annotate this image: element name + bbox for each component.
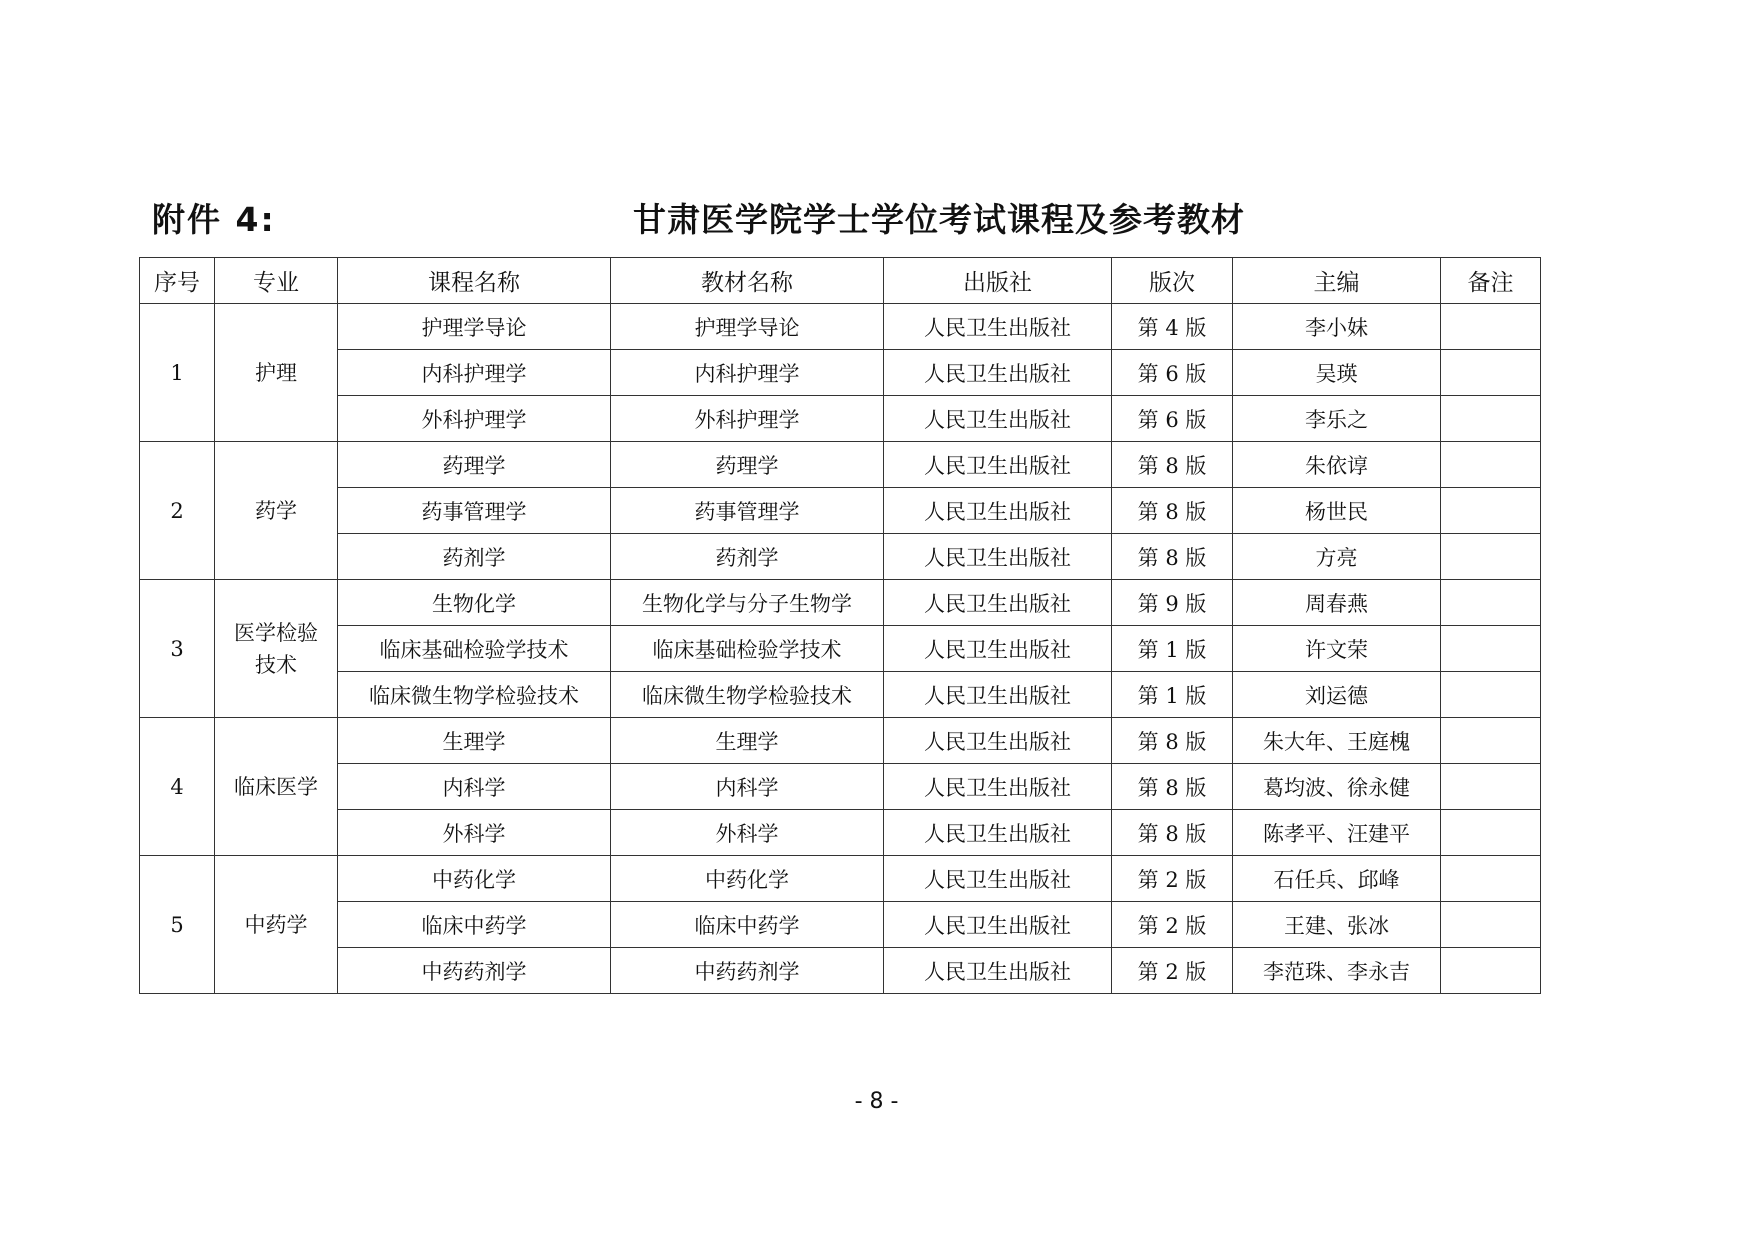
edition: 第 8 版 — [1112, 534, 1233, 580]
edition: 第 6 版 — [1112, 350, 1233, 396]
major-cell — [215, 304, 338, 442]
major-name: 临床医学 — [234, 774, 318, 799]
major-name: 中药学 — [244, 912, 308, 937]
publisher: 人民卫生出版社 — [884, 718, 1112, 764]
edition: 第 9 版 — [1112, 580, 1233, 626]
publisher: 人民卫生出版社 — [884, 902, 1112, 948]
table-row — [140, 488, 1541, 534]
course-name: 临床微生物学检验技术 — [338, 672, 611, 718]
publisher: 人民卫生出版社 — [884, 488, 1112, 534]
chief-editor: 朱依谆 — [1233, 442, 1441, 488]
edition: 第 6 版 — [1112, 396, 1233, 442]
chief-editor: 杨世民 — [1233, 488, 1441, 534]
textbook-name: 内科护理学 — [611, 350, 884, 396]
table-row — [140, 810, 1541, 856]
publisher: 人民卫生出版社 — [884, 534, 1112, 580]
course-name: 中药药剂学 — [338, 948, 611, 994]
table-row — [140, 580, 1541, 626]
note — [1441, 350, 1541, 396]
textbook-name: 临床微生物学检验技术 — [611, 672, 884, 718]
publisher: 人民卫生出版社 — [884, 580, 1112, 626]
major-name: 护理 — [255, 360, 297, 385]
chief-editor: 吴瑛 — [1233, 350, 1441, 396]
major-cell — [215, 580, 338, 718]
note — [1441, 626, 1541, 672]
edition: 第 2 版 — [1112, 856, 1233, 902]
course-name: 药理学 — [338, 442, 611, 488]
course-name: 外科护理学 — [338, 396, 611, 442]
textbook-name: 药事管理学 — [611, 488, 884, 534]
edition: 第 8 版 — [1112, 488, 1233, 534]
edition: 第 8 版 — [1112, 810, 1233, 856]
edition: 第 1 版 — [1112, 626, 1233, 672]
chief-editor: 朱大年、王庭槐 — [1233, 718, 1441, 764]
textbook-name: 临床中药学 — [611, 902, 884, 948]
publisher: 人民卫生出版社 — [884, 764, 1112, 810]
publisher: 人民卫生出版社 — [884, 304, 1112, 350]
column-header-textbook: 教材名称 — [611, 258, 884, 304]
chief-editor: 葛均波、徐永健 — [1233, 764, 1441, 810]
chief-editor: 石任兵、邱峰 — [1233, 856, 1441, 902]
row-number: 2 — [140, 442, 215, 580]
textbook-name: 生理学 — [611, 718, 884, 764]
textbook-name: 中药化学 — [611, 856, 884, 902]
table-row — [140, 948, 1541, 994]
chief-editor: 李范珠、李永吉 — [1233, 948, 1441, 994]
edition: 第 8 版 — [1112, 718, 1233, 764]
column-header-note: 备注 — [1441, 258, 1541, 304]
row-number: 5 — [140, 856, 215, 994]
column-header-no: 序号 — [140, 258, 215, 304]
note — [1441, 764, 1541, 810]
chief-editor: 方亮 — [1233, 534, 1441, 580]
textbook-name: 内科学 — [611, 764, 884, 810]
course-name: 生物化学 — [338, 580, 611, 626]
table-row — [140, 442, 1541, 488]
publisher: 人民卫生出版社 — [884, 442, 1112, 488]
page-number: - 8 - — [854, 1089, 899, 1114]
column-header-course: 课程名称 — [338, 258, 611, 304]
row-number: 3 — [140, 580, 215, 718]
textbook-name: 药剂学 — [611, 534, 884, 580]
attachment-label: 附件 4: — [152, 200, 276, 239]
textbook-name: 护理学导论 — [611, 304, 884, 350]
table-row — [140, 764, 1541, 810]
note — [1441, 902, 1541, 948]
major-cell — [215, 442, 338, 580]
edition: 第 8 版 — [1112, 442, 1233, 488]
course-name: 外科学 — [338, 810, 611, 856]
edition: 第 2 版 — [1112, 902, 1233, 948]
note — [1441, 396, 1541, 442]
column-header-edition: 版次 — [1112, 258, 1233, 304]
chief-editor: 王建、张冰 — [1233, 902, 1441, 948]
table-row — [140, 626, 1541, 672]
table-row — [140, 534, 1541, 580]
chief-editor: 李小妹 — [1233, 304, 1441, 350]
table-row — [140, 672, 1541, 718]
page-title: 甘肃医学院学士学位考试课程及参考教材 — [633, 200, 1245, 239]
table-row — [140, 304, 1541, 350]
course-name: 临床中药学 — [338, 902, 611, 948]
chief-editor: 许文荣 — [1233, 626, 1441, 672]
note — [1441, 304, 1541, 350]
note — [1441, 580, 1541, 626]
textbook-name: 临床基础检验学技术 — [611, 626, 884, 672]
textbook-name: 外科学 — [611, 810, 884, 856]
note — [1441, 948, 1541, 994]
note — [1441, 718, 1541, 764]
course-name: 生理学 — [338, 718, 611, 764]
course-name: 药剂学 — [338, 534, 611, 580]
note — [1441, 810, 1541, 856]
table-row — [140, 396, 1541, 442]
note — [1441, 534, 1541, 580]
course-name: 临床基础检验学技术 — [338, 626, 611, 672]
publisher: 人民卫生出版社 — [884, 350, 1112, 396]
publisher: 人民卫生出版社 — [884, 810, 1112, 856]
course-name: 中药化学 — [338, 856, 611, 902]
table-row — [140, 902, 1541, 948]
publisher: 人民卫生出版社 — [884, 672, 1112, 718]
row-number: 4 — [140, 718, 215, 856]
edition: 第 2 版 — [1112, 948, 1233, 994]
chief-editor: 周春燕 — [1233, 580, 1441, 626]
column-header-publisher: 出版社 — [884, 258, 1112, 304]
edition: 第 4 版 — [1112, 304, 1233, 350]
textbook-name: 生物化学与分子生物学 — [611, 580, 884, 626]
note — [1441, 488, 1541, 534]
edition: 第 1 版 — [1112, 672, 1233, 718]
major-name: 医学检验技术 — [234, 620, 318, 677]
note — [1441, 672, 1541, 718]
publisher: 人民卫生出版社 — [884, 626, 1112, 672]
textbook-name: 外科护理学 — [611, 396, 884, 442]
column-header-editor: 主编 — [1233, 258, 1441, 304]
textbook-name: 药理学 — [611, 442, 884, 488]
course-name: 内科护理学 — [338, 350, 611, 396]
publisher: 人民卫生出版社 — [884, 396, 1112, 442]
publisher: 人民卫生出版社 — [884, 948, 1112, 994]
note — [1441, 856, 1541, 902]
column-header-major: 专业 — [215, 258, 338, 304]
course-name: 内科学 — [338, 764, 611, 810]
table-row — [140, 350, 1541, 396]
course-name: 药事管理学 — [338, 488, 611, 534]
chief-editor: 李乐之 — [1233, 396, 1441, 442]
course-name: 护理学导论 — [338, 304, 611, 350]
table-header-row — [140, 258, 1541, 304]
table-row — [140, 856, 1541, 902]
major-cell — [215, 718, 338, 856]
major-name: 药学 — [255, 498, 297, 523]
chief-editor: 陈孝平、汪建平 — [1233, 810, 1441, 856]
edition: 第 8 版 — [1112, 764, 1233, 810]
note — [1441, 442, 1541, 488]
row-number: 1 — [140, 304, 215, 442]
major-cell — [215, 856, 338, 994]
publisher: 人民卫生出版社 — [884, 856, 1112, 902]
chief-editor: 刘运德 — [1233, 672, 1441, 718]
table-row — [140, 718, 1541, 764]
textbook-name: 中药药剂学 — [611, 948, 884, 994]
course-table — [139, 257, 1541, 994]
